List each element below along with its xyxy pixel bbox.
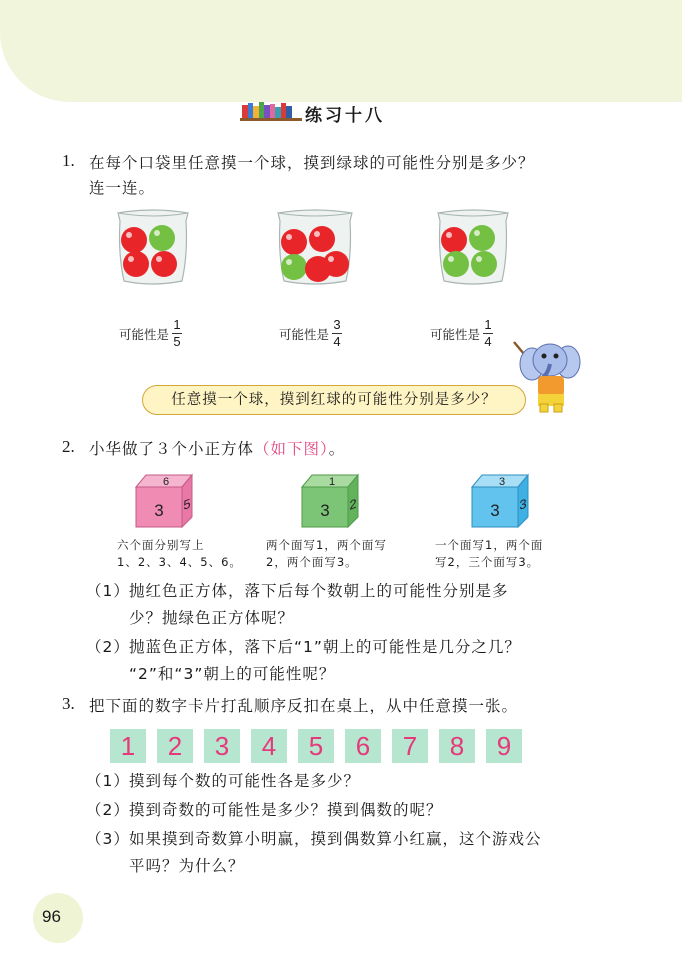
svg-text:3: 3 <box>490 501 500 520</box>
page-number: 96 <box>42 907 61 926</box>
cube-blue <box>470 473 530 529</box>
number-card: 5 <box>298 729 334 763</box>
q3-sub3-line1: 如果摸到奇数算小明赢，摸到偶数算小红赢，这个游戏公 <box>129 830 542 848</box>
fraction: $\frac{1}{4}$ <box>484 317 492 349</box>
q3-sub1-number: （1） <box>86 772 130 790</box>
cube-green <box>300 473 360 529</box>
number-card: 9 <box>486 729 522 763</box>
q2-text: 小华做了３个小正方体（如下图）。 <box>89 440 346 458</box>
svg-text:6: 6 <box>162 476 170 488</box>
number-card: 1 <box>110 729 146 763</box>
q2-sub2-line1: 抛蓝色正方体，落下后“1”朝上的可能性是几分之几？ <box>129 638 521 656</box>
number-card: 2 <box>157 729 193 763</box>
header-band <box>0 0 682 102</box>
number-card: 6 <box>345 729 381 763</box>
svg-text:5: 5 <box>183 495 191 513</box>
q1-number: 1. <box>62 151 75 170</box>
cube-caption-green-2: 2，两个面写3。 <box>266 555 358 569</box>
svg-text:3: 3 <box>154 501 164 520</box>
bag-illustration-3 <box>432 209 514 287</box>
probability-label-3: 可能性是 $\frac{1}{4}$ <box>430 317 492 349</box>
page-title: 练习十八 <box>305 106 385 126</box>
cube-red <box>134 473 194 529</box>
svg-text:2: 2 <box>349 495 357 513</box>
q2-sub2-number: （2） <box>86 638 130 656</box>
cube-caption-blue-1: 一个面写1，两个面 <box>435 538 544 552</box>
probability-label-2: 可能性是 $\frac{3}{4}$ <box>279 317 341 349</box>
q3-text: 把下面的数字卡片打乱顺序反扣在桌上，从中任意摸一张。 <box>89 697 519 715</box>
cube-caption-red-1: 六个面分别写上 <box>117 538 205 552</box>
q3-number: 3. <box>62 694 75 713</box>
svg-text:1: 1 <box>328 476 336 488</box>
q3-sub2: 摸到奇数的可能性是多少？摸到偶数的呢？ <box>129 801 443 819</box>
q2-sub1-line1: 抛红色正方体，落下后每个数朝上的可能性分别是多 <box>129 582 509 600</box>
q1-line2: 连一连。 <box>89 179 156 197</box>
number-card: 4 <box>251 729 287 763</box>
q2-number: 2. <box>62 437 75 456</box>
probability-label-1: 可能性是 $\frac{1}{5}$ <box>119 317 181 349</box>
bag-illustration-1 <box>112 209 194 287</box>
cube-caption-green-1: 两个面写1，两个面写 <box>266 538 387 552</box>
q3-sub3-line2: 平吗？为什么？ <box>129 857 245 875</box>
q3-sub2-number: （2） <box>86 801 130 819</box>
q3-sub3-number: （3） <box>86 830 130 848</box>
bag-illustration-2 <box>272 209 358 287</box>
speech-bubble: 任意摸一个球，摸到红球的可能性分别是多少？ <box>142 385 526 415</box>
svg-text:3: 3 <box>498 476 506 488</box>
elephant-mascot-icon <box>512 338 584 414</box>
number-card: 3 <box>204 729 240 763</box>
q2-sub1-number: （1） <box>86 582 130 600</box>
svg-text:3: 3 <box>320 501 330 520</box>
number-card: 8 <box>439 729 475 763</box>
fraction: $\frac{1}{5}$ <box>173 317 181 349</box>
fraction: $\frac{3}{4}$ <box>333 317 341 349</box>
q1-line1: 在每个口袋里任意摸一个球，摸到绿球的可能性分别是多少？ <box>89 154 535 172</box>
q3-sub1: 摸到每个数的可能性各是多少？ <box>129 772 361 790</box>
q2-sub2-line2: “2”和“3”朝上的可能性呢？ <box>129 665 336 683</box>
svg-text:3: 3 <box>519 495 527 513</box>
cube-caption-blue-2: 写2，三个面写3。 <box>435 555 540 569</box>
books-icon <box>240 100 302 126</box>
q2-sub1-line2: 少？抛绿色正方体呢？ <box>129 609 295 627</box>
cube-caption-red-2: 1、2、3、4、5、6。 <box>117 555 242 569</box>
number-card: 7 <box>392 729 428 763</box>
